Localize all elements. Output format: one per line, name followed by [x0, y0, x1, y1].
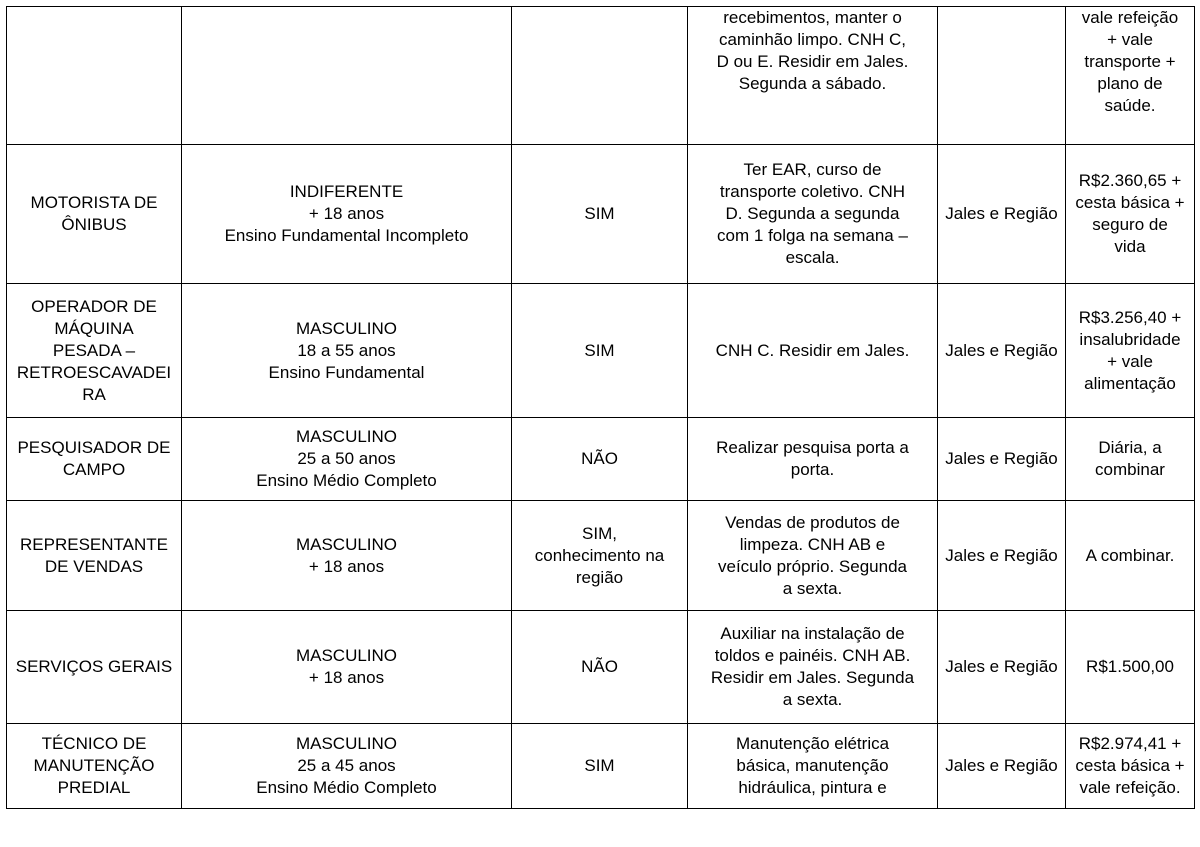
cell-line: transporte coletivo. CNH	[719, 182, 906, 201]
cell-line: Ensino Médio Completo	[256, 778, 437, 797]
salary-benefits-cell	[1066, 284, 1195, 418]
cell-line: seguro de	[1092, 215, 1168, 234]
experience-cell	[512, 611, 688, 724]
profile-cell	[182, 284, 512, 418]
cell-line: ÔNIBUS	[61, 215, 127, 234]
job-title-cell	[7, 501, 182, 611]
cell-line: Jales e Região	[945, 449, 1058, 468]
cell-line: CAMPO	[62, 460, 126, 479]
cell-line: escala.	[785, 248, 840, 267]
cell-line: D ou E. Residir em Jales.	[716, 52, 909, 71]
cell-line: Ensino Médio Completo	[256, 471, 437, 490]
experience-cell	[512, 145, 688, 284]
cell-line: Segunda a sábado.	[738, 74, 887, 93]
table-row	[7, 418, 1195, 501]
cell-line: cesta básica +	[1075, 756, 1185, 775]
cell-line: D. Segunda a segunda	[725, 204, 900, 223]
cell-line: PESADA –	[52, 340, 136, 360]
cell-line: insalubridade	[1079, 329, 1181, 349]
cell-line: MANUTENÇÃO	[33, 756, 155, 775]
cell-line: + 18 anos	[308, 556, 385, 576]
cell-line: MOTORISTA DE	[30, 193, 158, 212]
cell-line: MASCULINO	[295, 734, 398, 753]
cell-line: R$3.256,40 +	[1078, 307, 1182, 327]
experience-cell	[512, 7, 688, 145]
cell-line: saúde.	[1104, 96, 1156, 115]
experience-cell	[512, 501, 688, 611]
cell-line: RETROESCAVADEI	[16, 362, 172, 382]
cell-line: vida	[1114, 237, 1146, 256]
cell-line: + 18 anos	[308, 204, 385, 223]
cell-line: MASCULINO	[295, 427, 398, 446]
experience-cell	[512, 284, 688, 418]
cell-line: caminhão limpo. CNH C,	[718, 30, 907, 49]
cell-line: + vale	[1107, 351, 1153, 371]
salary-benefits-cell	[1066, 724, 1195, 809]
profile-cell	[182, 501, 512, 611]
cell-line: veículo próprio. Segunda	[717, 556, 908, 576]
job-listings-sheet	[6, 6, 1194, 809]
cell-line: PESQUISADOR DE	[17, 438, 171, 457]
cell-line: PREDIAL	[57, 778, 131, 797]
job-title-cell	[7, 145, 182, 284]
cell-line: TÉCNICO DE	[41, 734, 147, 753]
profile-cell	[182, 145, 512, 284]
cell-line: transporte +	[1084, 52, 1176, 71]
location-cell	[938, 724, 1066, 809]
cell-line: 18 a 55 anos	[297, 340, 396, 360]
cell-line: toldos e painéis. CNH AB.	[714, 646, 911, 665]
location-cell	[938, 284, 1066, 418]
cell-line: com 1 folga na semana –	[717, 226, 908, 245]
cell-line: conhecimento na	[534, 545, 665, 565]
cell-line: Residir em Jales. Segunda	[710, 668, 915, 687]
cell-line: CNH C. Residir em Jales.	[715, 340, 910, 360]
cell-line: Diária, a	[1098, 438, 1162, 457]
cell-line: combinar	[1095, 460, 1165, 479]
cell-line: Realizar pesquisa porta a	[716, 438, 909, 457]
job-title-cell	[7, 418, 182, 501]
cell-line: REPRESENTANTE	[20, 534, 168, 554]
cell-line: 25 a 50 anos	[297, 449, 396, 468]
table-row	[7, 7, 1195, 145]
cell-line: vale refeição	[1081, 8, 1179, 27]
cell-line: SIM	[584, 340, 615, 360]
cell-line: OPERADOR DE	[31, 296, 157, 316]
cell-line: Ter EAR, curso de	[743, 160, 882, 179]
job-title-cell	[7, 284, 182, 418]
job-title-cell	[7, 611, 182, 724]
profile-cell	[182, 724, 512, 809]
cell-line: limpeza. CNH AB e	[739, 534, 886, 554]
requirements-cell	[688, 418, 938, 501]
cell-line: alimentação	[1084, 373, 1176, 393]
cell-line: NÃO	[581, 657, 618, 676]
salary-benefits-cell	[1066, 7, 1195, 145]
requirements-cell	[688, 611, 938, 724]
job-title-cell	[7, 7, 182, 145]
cell-line: R$1.500,00	[1086, 657, 1174, 676]
table-row	[7, 284, 1195, 418]
table-row	[7, 501, 1195, 611]
cell-line: a sexta.	[782, 690, 843, 709]
cell-line: Jales e Região	[945, 204, 1058, 223]
cell-line: + vale	[1107, 30, 1153, 49]
cell-line: hidráulica, pintura e	[738, 778, 887, 797]
salary-benefits-cell	[1066, 501, 1195, 611]
job-listings-table	[6, 6, 1195, 809]
profile-cell	[182, 611, 512, 724]
location-cell	[938, 611, 1066, 724]
table-row	[7, 611, 1195, 724]
job-title-cell	[7, 724, 182, 809]
location-cell	[938, 501, 1066, 611]
cell-line: SERVIÇOS GERAIS	[15, 657, 173, 676]
requirements-cell	[688, 284, 938, 418]
table-row	[7, 724, 1195, 809]
requirements-cell	[688, 724, 938, 809]
cell-line: MASCULINO	[295, 534, 398, 554]
cell-line: R$2.974,41 +	[1078, 734, 1182, 753]
cell-line: MÁQUINA	[54, 318, 134, 338]
cell-line: Jales e Região	[945, 756, 1058, 775]
cell-line: + 18 anos	[308, 668, 385, 687]
cell-line: MASCULINO	[295, 318, 398, 338]
salary-benefits-cell	[1066, 145, 1195, 284]
cell-line: MASCULINO	[295, 646, 398, 665]
cell-line: porta.	[790, 460, 835, 479]
cell-line: região	[575, 567, 624, 587]
cell-line: cesta básica +	[1075, 193, 1185, 212]
cell-line: Manutenção elétrica	[735, 734, 890, 753]
experience-cell	[512, 724, 688, 809]
salary-benefits-cell	[1066, 418, 1195, 501]
cell-line: Jales e Região	[945, 657, 1058, 676]
location-cell	[938, 145, 1066, 284]
experience-cell	[512, 418, 688, 501]
cell-line: Ensino Fundamental Incompleto	[224, 226, 469, 245]
location-cell	[938, 7, 1066, 145]
cell-line: Jales e Região	[945, 545, 1058, 565]
cell-line: básica, manutenção	[736, 756, 889, 775]
requirements-cell	[688, 501, 938, 611]
cell-line: RA	[82, 384, 106, 404]
requirements-cell	[688, 145, 938, 284]
cell-line: NÃO	[581, 449, 618, 468]
cell-line: a sexta.	[782, 578, 843, 598]
profile-cell	[182, 418, 512, 501]
cell-line: plano de	[1097, 74, 1163, 93]
cell-line: A combinar.	[1085, 545, 1175, 565]
cell-line: Vendas de produtos de	[725, 512, 900, 532]
cell-line: INDIFERENTE	[289, 182, 404, 201]
requirements-cell	[688, 7, 938, 145]
cell-line: Ensino Fundamental	[268, 362, 425, 382]
cell-line: Auxiliar na instalação de	[720, 624, 905, 643]
table-row	[7, 145, 1195, 284]
cell-line: recebimentos, manter o	[723, 8, 902, 27]
cell-line: R$2.360,65 +	[1078, 171, 1182, 190]
cell-line: SIM	[584, 204, 615, 223]
profile-cell	[182, 7, 512, 145]
cell-line: SIM,	[582, 523, 617, 543]
cell-line: Jales e Região	[945, 340, 1058, 360]
cell-line: SIM	[584, 756, 615, 775]
salary-benefits-cell	[1066, 611, 1195, 724]
location-cell	[938, 418, 1066, 501]
cell-line: vale refeição.	[1079, 778, 1181, 797]
cell-line: DE VENDAS	[44, 556, 144, 576]
cell-line: 25 a 45 anos	[297, 756, 396, 775]
